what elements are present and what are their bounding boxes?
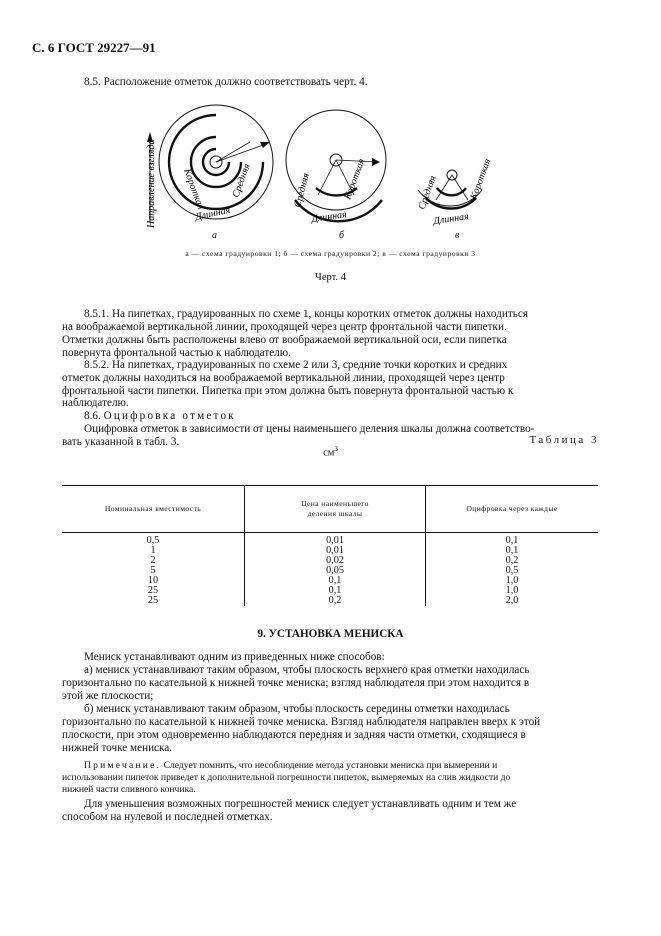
s86-line-2: вать указанной в табл. 3. xyxy=(62,436,180,448)
s852-line-4: наблюдателю. xyxy=(62,397,129,409)
scheme-b-letter: б xyxy=(339,230,345,241)
unit-superscript: 3 xyxy=(334,445,338,453)
scheme-b-medium-label: Средняя xyxy=(292,171,313,209)
cell-division: 0,1 xyxy=(245,576,426,586)
cell-digitization: 2,0 xyxy=(426,596,599,606)
section-8-5: 8.5. Расположение отметок должно соответствовать черт. 4. xyxy=(84,76,368,88)
s9-intro: Мениск устанавливают одним из приведенных ниже способов: xyxy=(84,651,385,663)
scheme-v-short-label: Короткая xyxy=(468,157,494,202)
unit-base: см xyxy=(323,447,335,459)
s851-line-3: Отметки должны быть расположены влево от воображаемой вертикальной оси, если пипетка xyxy=(62,334,507,346)
cell-capacity: 0,5 xyxy=(146,535,160,546)
cell-digitization: 1,0 xyxy=(426,576,599,586)
s9-note-line-2: использовании пипеток приведет к дополнительной погрешности пипеток, вымеряемых на слив жидкости до xyxy=(62,772,511,783)
col-division-value-l2: деления шкалы xyxy=(307,509,363,518)
view-direction-label: Направление взгляда xyxy=(146,139,157,228)
cell-capacity: 25 xyxy=(147,595,159,606)
scheme-a-short-label: Короткая xyxy=(181,167,207,212)
cell-digitization: 0,1 xyxy=(426,533,599,547)
cell-capacity: 1 xyxy=(150,545,156,556)
table-row xyxy=(62,533,598,547)
figure-title: Черт. 4 xyxy=(315,272,346,283)
s9-a-line-1: а) мениск устанавливают таким образом, чтобы плоскость верхнего края отметки находилась xyxy=(84,664,530,676)
table-unit xyxy=(0,445,661,459)
s852-line-3: фронтальной части пипетки. Пипетка при этом должна быть повернута фронтальной частью к xyxy=(62,385,514,397)
s86-number: 8.6. xyxy=(84,410,101,422)
s9-note-text: Следует помнить, что несоблюдение метода установки мениска при вымерении и xyxy=(163,760,498,771)
table-header-row xyxy=(62,486,598,533)
table-title: Таблица 3 xyxy=(529,434,599,446)
scheme-v-letter: в xyxy=(455,230,460,241)
col-division-value-l1: Цена наименьшего xyxy=(301,499,369,508)
scheme-v-medium-label: Средняя xyxy=(416,174,439,212)
table-3 xyxy=(62,485,598,606)
cell-digitization: 0,1 xyxy=(426,546,599,556)
section-9-title: 9. УСТАНОВКА МЕНИСКА xyxy=(257,628,404,640)
col-nominal-capacity: Номинальная вместимость xyxy=(62,486,245,533)
s9-note-line-3: нижней части сливного кончика. xyxy=(62,784,196,795)
s9-b-line-2: горизонтально по касательной к нижней точке мениска. Взгляд наблюдателя направлен вверх к этой xyxy=(62,716,541,728)
cell-capacity: 2 xyxy=(150,555,156,566)
table-row xyxy=(62,596,598,606)
s9-b-line-3: плоскости, при этом одновременно наблюдаются передняя и задняя части отметки, сходящиеся в xyxy=(62,729,526,741)
s9-note-label: Примечание. xyxy=(84,760,162,771)
view-direction-arrow xyxy=(146,132,157,229)
cell-division: 0,05 xyxy=(245,566,426,576)
scheme-a-letter: а xyxy=(212,230,217,241)
s9-a-line-2: горизонтально по касательной к нижней точке мениска; взгляд наблюдателя при этом находится в xyxy=(62,677,530,689)
figure-graduation-schemes xyxy=(0,100,661,250)
s9-final-line-2: способом на нулевой и последней отметках. xyxy=(62,811,273,823)
s9-a-line-3: этой же плоскости; xyxy=(62,690,154,702)
scheme-b-short-label: Короткая xyxy=(342,157,368,202)
s9-final-line-1: Для уменьшения возможных погрешностей мениск следует устанавливать одним и тем же xyxy=(84,798,517,810)
cell-capacity: 5 xyxy=(150,565,156,576)
page-header: С. 6 ГОСТ 29227—91 xyxy=(32,40,156,55)
cell-capacity: 10 xyxy=(147,575,159,586)
s86-line-1: Оцифровка отметок в зависимости от цены наименьшего деления шкалы должна соответство- xyxy=(84,423,535,435)
cell-division: 0,01 xyxy=(245,533,426,547)
scheme-b-diagram xyxy=(286,110,386,241)
scheme-a-diagram xyxy=(159,105,273,241)
cell-division: 0,01 xyxy=(245,546,426,556)
scheme-v-long-label: Длинная xyxy=(432,211,470,227)
scheme-v-diagram xyxy=(416,157,493,241)
cell-division: 0,1 xyxy=(245,586,426,596)
s852-line-1: 8.5.2. На пипетках, градуированных по схеме 2 или 3, средние точки коротких и средних xyxy=(84,359,508,371)
figure-caption: а — схема градуировки 1; б — схема градуировки 2; в — схема градуировки 3 xyxy=(185,249,476,258)
s852-line-2: отметок должны находиться на воображаемой вертикальной линии, проходящей через центр xyxy=(62,372,505,384)
scheme-a-medium-label: Средняя xyxy=(230,162,253,200)
s86-heading xyxy=(84,410,236,423)
cell-digitization: 1,0 xyxy=(426,586,599,596)
cell-division: 0,02 xyxy=(245,556,426,566)
s851-line-1: 8.5.1. На пипетках, градуированных по схеме 1, концы коротких отметок должны находиться xyxy=(84,308,528,320)
scheme-b-long-label: Длинная xyxy=(310,209,348,225)
s851-line-4: повернута фронтальной частью к наблюдателю. xyxy=(62,347,291,359)
cell-digitization: 0,5 xyxy=(426,566,599,576)
cell-digitization: 0,2 xyxy=(426,556,599,566)
s9-b-line-1: б) мениск устанавливают таким образом, чтобы плоскость середины отметки находилась xyxy=(84,703,510,715)
col-division-value xyxy=(245,486,426,533)
cell-division: 0,2 xyxy=(245,596,426,606)
s86-heading-text: Оцифровка отметок xyxy=(103,410,236,422)
s851-line-2: на воображаемой вертикальной линии, проходящей через центр фронтальной части пипетки. xyxy=(62,321,507,333)
scheme-a-long-label: Длинная xyxy=(194,204,232,223)
s9-note-line-1 xyxy=(84,760,497,772)
s9-b-line-4: нижней точке мениска. xyxy=(62,742,173,754)
cell-capacity: 25 xyxy=(147,585,159,596)
col-digitization: Оцифровка через каждые xyxy=(426,486,599,533)
